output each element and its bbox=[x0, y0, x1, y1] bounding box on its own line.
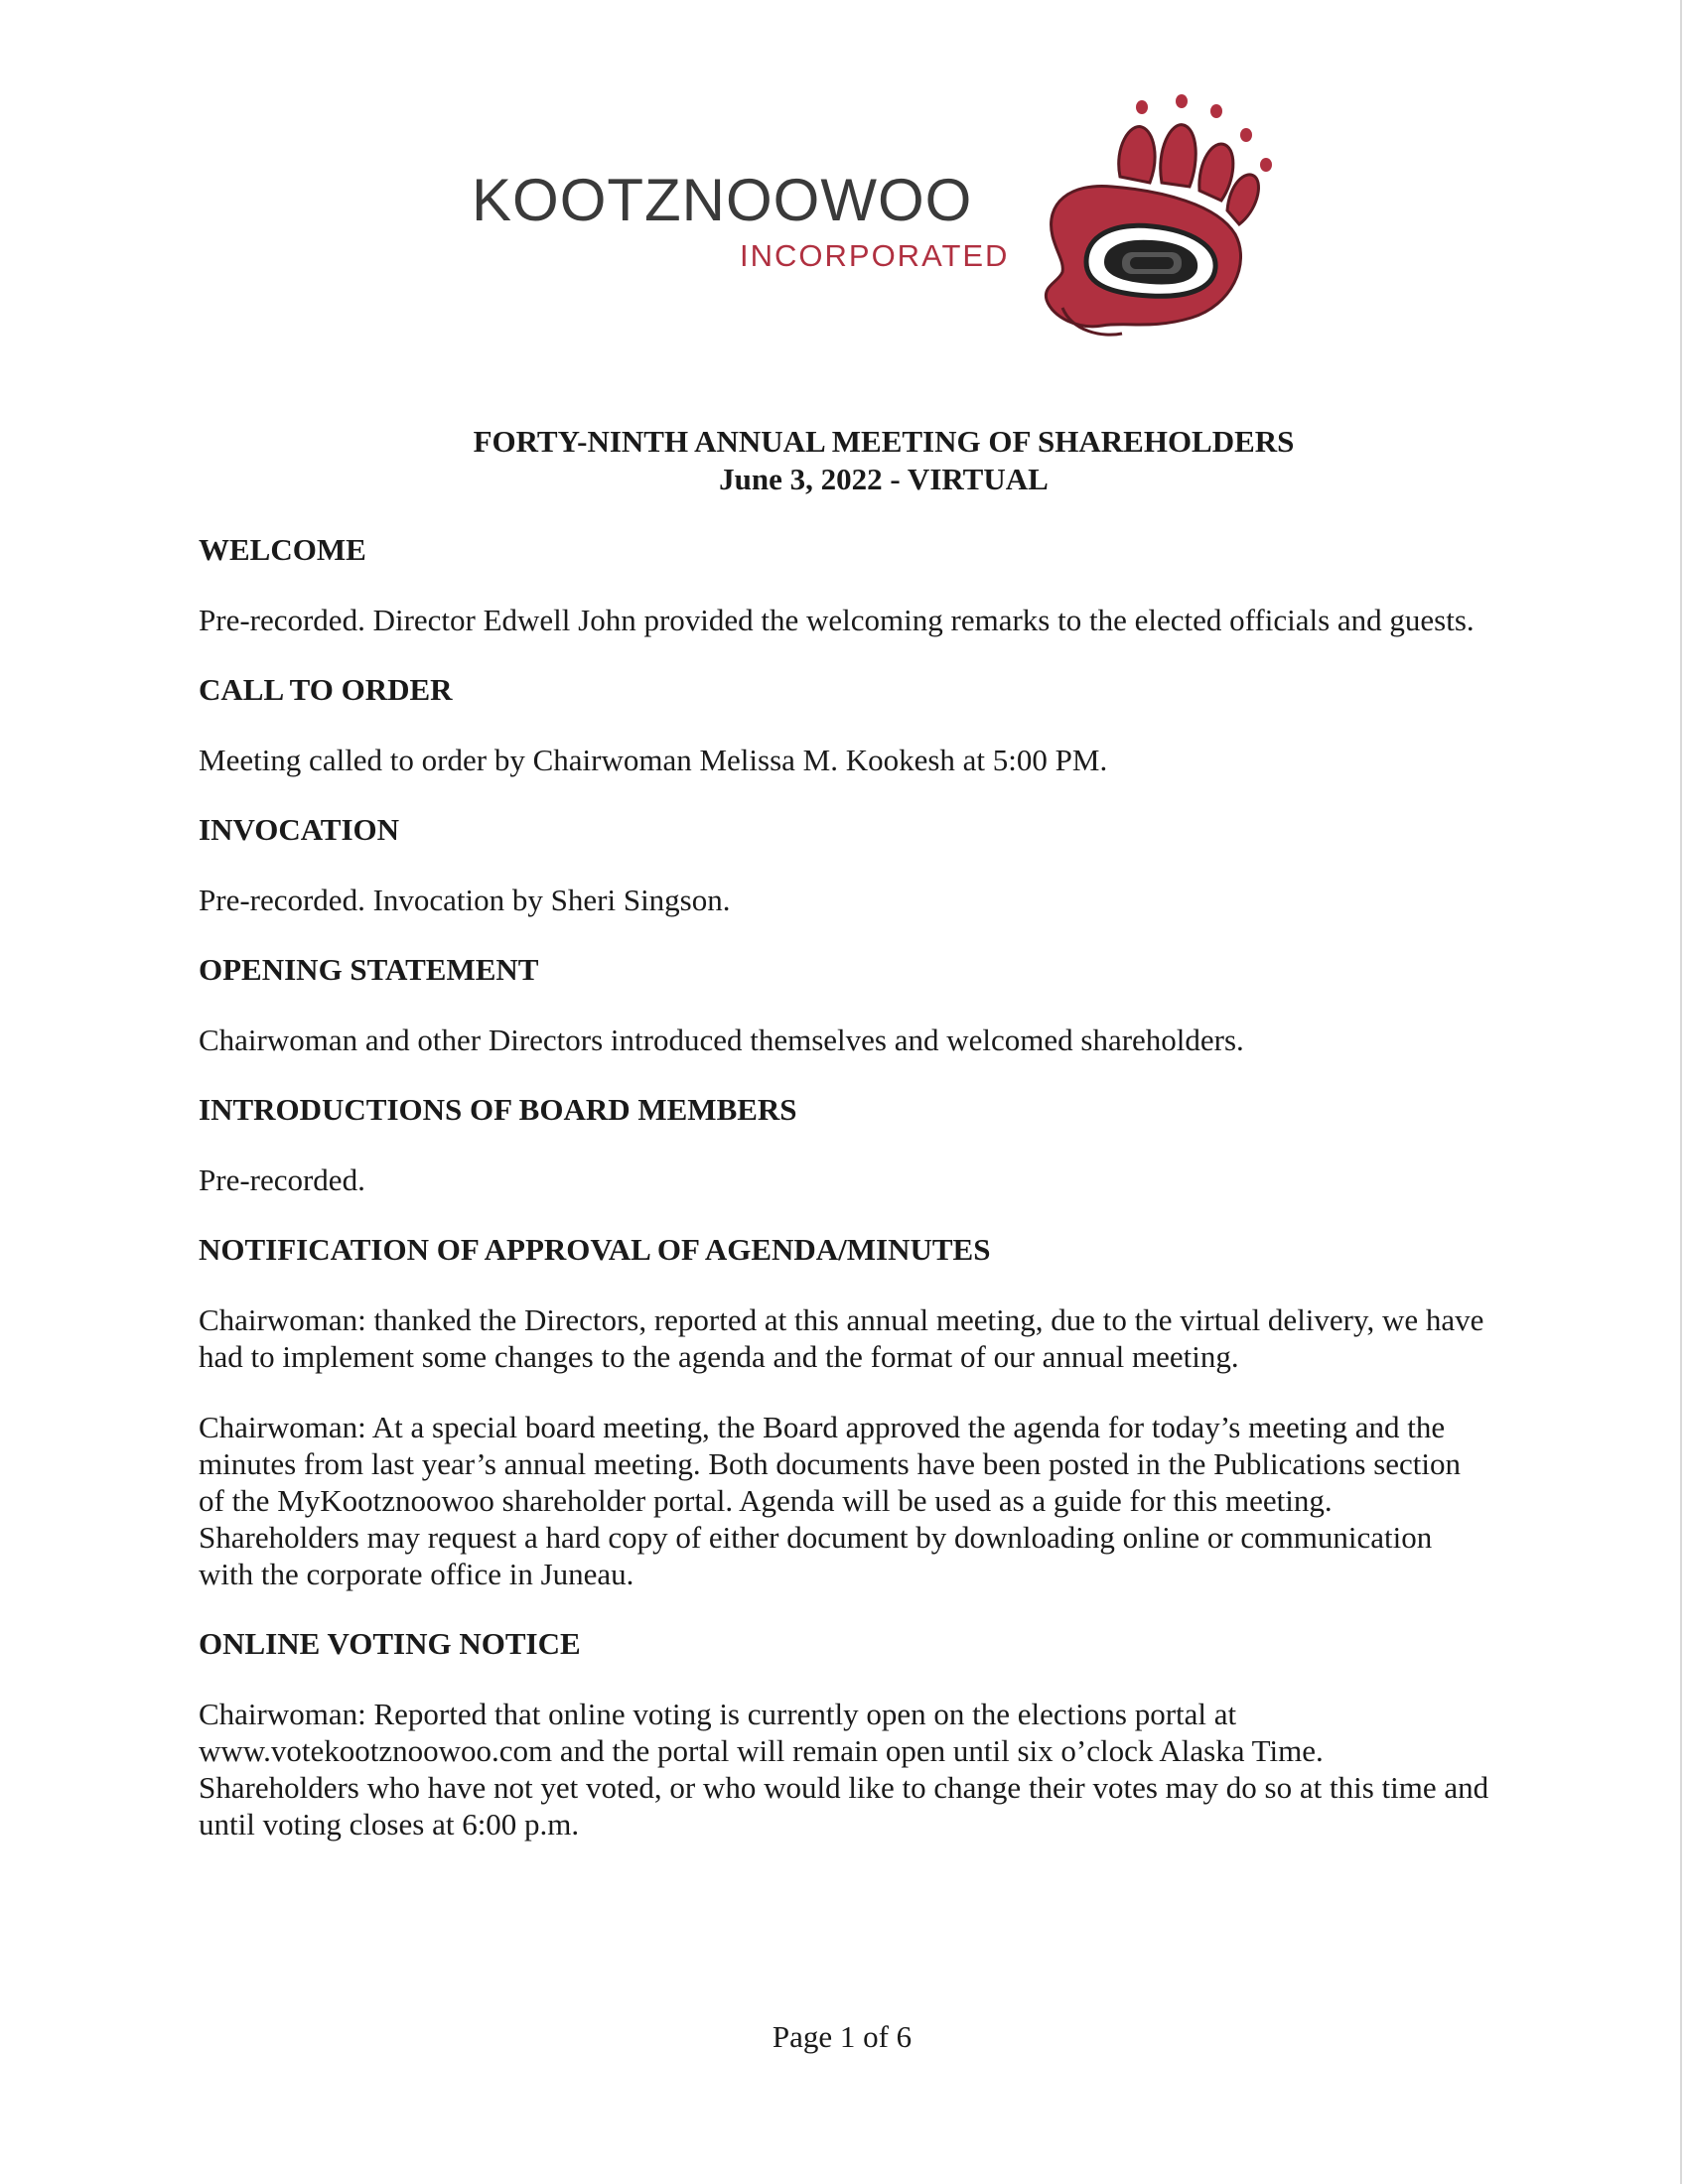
section-heading: INVOCATION bbox=[199, 812, 400, 847]
logo-company-name: KOOTZNOOWOO bbox=[472, 167, 973, 233]
section-heading: WELCOME bbox=[199, 532, 366, 567]
section-introductions bbox=[199, 1092, 1489, 1198]
section-paragraph: Meeting called to order by Chairwoman Melissa M. Kookesh at 5:00 PM. bbox=[199, 743, 1108, 777]
section-heading: CALL TO ORDER bbox=[199, 672, 453, 707]
scan-edge-line bbox=[1680, 0, 1682, 2184]
section-heading: ONLINE VOTING NOTICE bbox=[199, 1626, 581, 1661]
logo-company-subtitle: INCORPORATED bbox=[740, 238, 1010, 273]
bear-paw-logo-icon bbox=[1023, 87, 1281, 345]
section-online-voting bbox=[199, 1626, 1489, 1843]
section-paragraph: Chairwoman: At a special board meeting, the Board approved the agenda for today’s meeting and the minutes from last year’s annual meeting. Both documents have been posted in the Publications section of the MyKootznoowoo shareholder portal. Agenda will be used as a guide for this meeting. Shareholders may request a hard copy of either document by downloading online or communication with the corporate office in Juneau. bbox=[199, 1410, 1462, 1591]
section-heading: OPENING STATEMENT bbox=[199, 952, 539, 987]
section-opening-statement bbox=[199, 952, 1489, 1058]
title-line-1: FORTY-NINTH ANNUAL MEETING OF SHAREHOLDERS bbox=[473, 424, 1295, 459]
section-heading: NOTIFICATION OF APPROVAL OF AGENDA/MINUTES bbox=[199, 1232, 991, 1267]
section-heading: INTRODUCTIONS OF BOARD MEMBERS bbox=[199, 1092, 797, 1127]
title-line-2: June 3, 2022 - VIRTUAL bbox=[719, 462, 1049, 496]
section-paragraph: Pre-recorded. Invocation by Sheri Singson. bbox=[199, 883, 731, 917]
document-title bbox=[0, 423, 1688, 498]
minutes-body bbox=[199, 532, 1489, 1876]
company-logo bbox=[467, 87, 1301, 345]
section-paragraph: Chairwoman: Reported that online voting is currently open on the elections portal at www.votekootznoowoo.com and the portal will remain open until six o’clock Alaska Time. Shareholders who have not yet voted, or who would like to change their votes may do so at this time and until voting closes at 6:00 p.m. bbox=[199, 1697, 1489, 1842]
page-number: Page 1 of 6 bbox=[772, 2019, 913, 2054]
section-call-to-order bbox=[199, 672, 1489, 778]
section-paragraph: Chairwoman and other Directors introduced themselves and welcomed shareholders. bbox=[199, 1023, 1244, 1057]
section-welcome bbox=[199, 532, 1489, 638]
section-paragraph: Pre-recorded. bbox=[199, 1162, 365, 1197]
section-invocation bbox=[199, 812, 1489, 918]
section-agenda-minutes bbox=[199, 1232, 1489, 1592]
section-paragraph: Chairwoman: thanked the Directors, reported at this annual meeting, due to the virtual delivery, we have had to implement some changes to the agenda and the format of our annual meeting. bbox=[199, 1302, 1484, 1374]
section-paragraph: Pre-recorded. Director Edwell John provided the welcoming remarks to the elected officials and guests. bbox=[199, 603, 1475, 637]
